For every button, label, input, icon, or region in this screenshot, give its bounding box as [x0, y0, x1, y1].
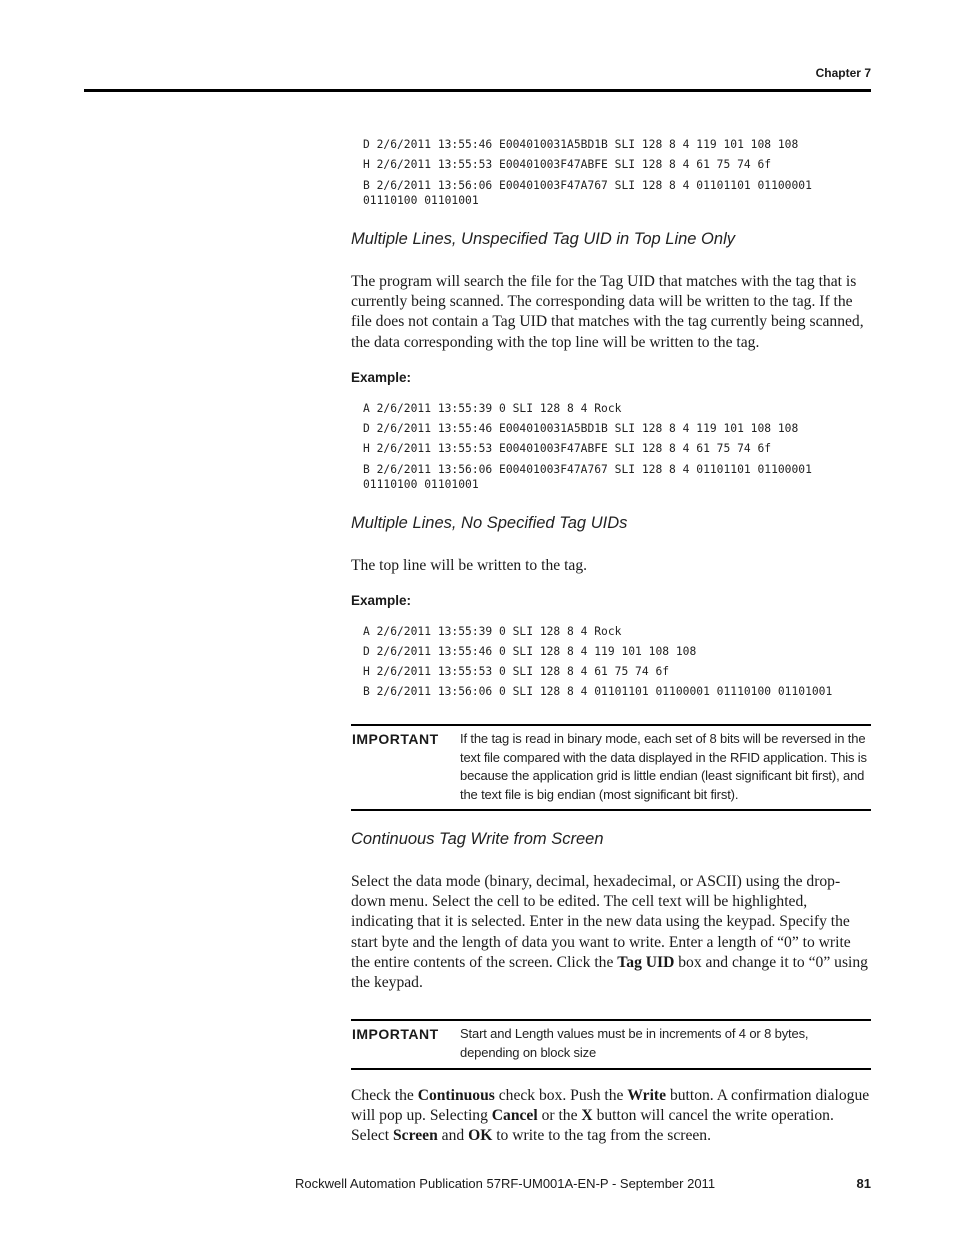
important-note [351, 1019, 871, 1070]
code-line: D 2/6/2011 13:55:46 0 SLI 128 8 4 119 101 108 108 [363, 645, 697, 658]
important-label: IMPORTANT [352, 731, 439, 747]
section-heading-no-uid: Multiple Lines, No Specified Tag UIDs [351, 514, 628, 532]
code-line: A 2/6/2011 13:55:39 0 SLI 128 8 4 Rock [363, 625, 622, 638]
footer-publication: Rockwell Automation Publication 57RF-UM001A-EN-P - September 2011 [295, 1176, 716, 1191]
code-line: B 2/6/2011 13:56:06 E00401003F47A767 SLI 128 8 4 01101101 01100001 01110100 01101001 [363, 179, 819, 207]
important-text: Start and Length values must be in increments of 4 or 8 bytes, depending on block size [460, 1026, 809, 1060]
cancel-term: Cancel [491, 1107, 538, 1125]
write-term: Write [627, 1087, 667, 1104]
paragraph-continuous: Select the data mode (binary, decimal, hexadecimal, or ASCII) using the drop-down menu. Select the cell to be edited. The cell text will be highlighted, indicating that it is selected. Enter in the new data using the keypad. Specify the start byte and the length of data you want to write. Enter a length of “0” to write the entire contents of the screen. Click the Tag UID box and change it to “0” using the keypad. [351, 873, 868, 992]
code-line: B 2/6/2011 13:56:06 0 SLI 128 8 4 01101101 01100001 01110100 01101001 [363, 685, 833, 698]
code-line: H 2/6/2011 13:55:53 E00401003F47ABFE SLI 128 8 4 61 75 74 6f [363, 158, 772, 171]
code-line: D 2/6/2011 13:55:46 E004010031A5BD1B SLI 128 8 4 119 101 108 108 [363, 422, 799, 435]
ok-term: OK [468, 1127, 493, 1145]
important-text: If the tag is read in binary mode, each set of 8 bits will be reversed in the text file compared with the data displayed in the RFID application. This is because the application grid is little endian (least significant bit first), and the text file is big endian (most significant bit first). [460, 731, 867, 803]
screen-term: Screen [393, 1127, 438, 1145]
code-line: B 2/6/2011 13:56:06 E00401003F47A767 SLI 128 8 4 01101101 01100001 01110100 01101001 [363, 463, 819, 491]
paragraph-unspecified-uid: The program will search the file for the Tag UID that matches with the tag that is currently being scanned. The corresponding data will be written to the tag. If the file does not contain a Tag UID that matches with the tag currently being scanned, the data corresponding with the top line will be written to the tag. [351, 273, 864, 351]
tag-uid-term: Tag UID [617, 953, 675, 971]
header-divider [84, 89, 871, 92]
example-label: Example: [351, 370, 412, 385]
x-term: X [581, 1107, 593, 1125]
paragraph-write-instructions: Check the Continuous check box. Push the Write button. A confirmation dialogue will pop up. Selecting Cancel or the X button will cancel the write operation. Select Screen and OK to write to the tag from the screen. [351, 1087, 870, 1145]
code-line: H 2/6/2011 13:55:53 E00401003F47ABFE SLI 128 8 4 61 75 74 6f [363, 442, 772, 455]
code-line: A 2/6/2011 13:55:39 0 SLI 128 8 4 Rock [363, 402, 622, 415]
section-heading-unspecified-uid: Multiple Lines, Unspecified Tag UID in Top Line Only [351, 230, 735, 248]
important-note [351, 724, 871, 811]
example-label: Example: [351, 593, 412, 608]
section-heading-continuous: Continuous Tag Write from Screen [351, 830, 604, 848]
paragraph-no-uid: The top line will be written to the tag. [351, 557, 588, 574]
page-number: 81 [856, 1176, 871, 1191]
chapter-label: Chapter 7 [815, 66, 871, 80]
important-label: IMPORTANT [352, 1026, 439, 1042]
continuous-term: Continuous [417, 1087, 495, 1104]
code-line: D 2/6/2011 13:55:46 E004010031A5BD1B SLI 128 8 4 119 101 108 108 [363, 138, 799, 151]
code-line: H 2/6/2011 13:55:53 0 SLI 128 8 4 61 75 74 6f [363, 665, 670, 678]
